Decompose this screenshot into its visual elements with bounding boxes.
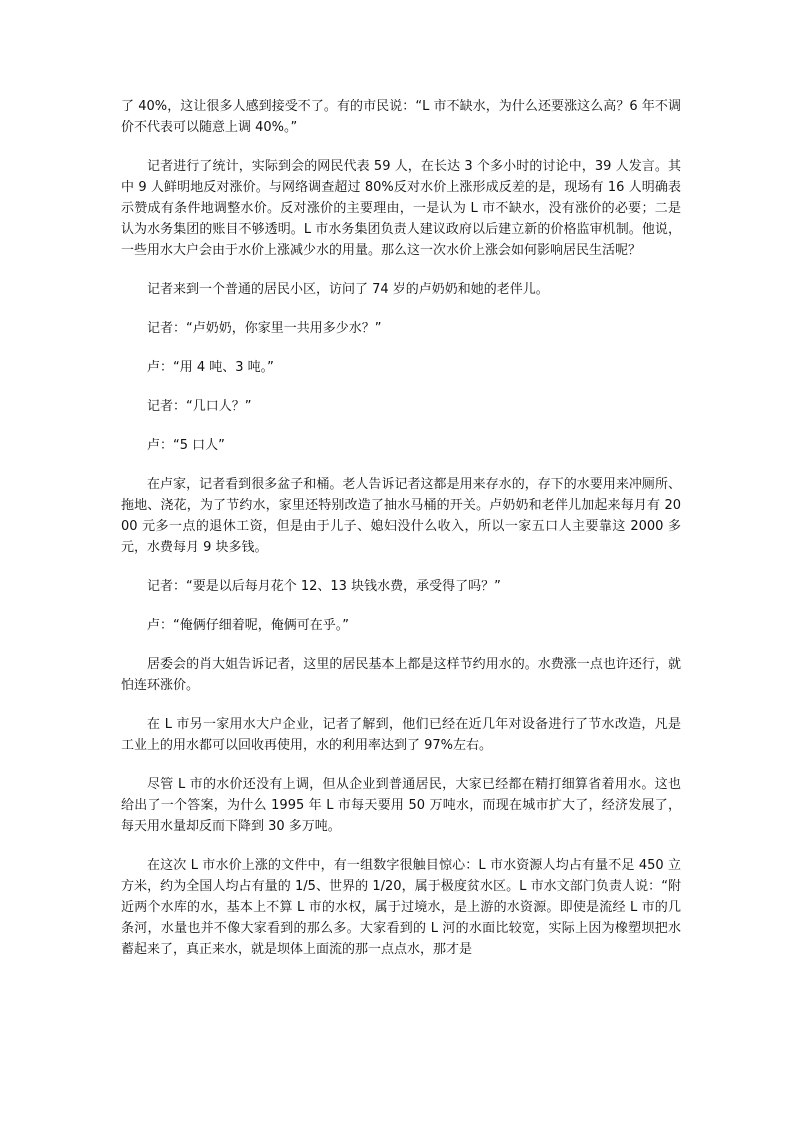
paragraph-9: 记者：“要是以后每月花个 12、13 块钱水费，承受得了吗？” [147,579,501,594]
paragraph-6: 记者：“几口人？” [147,399,252,414]
paragraph-13: 尽管 L 市的水价还没有上调，但从企业到普通居民，大家已经都在精打细算省着用水。这也给出了一个答案，为什么 1995 年 L 市每天要用 50 万吨水，而现在城市扩大了，经济发展了，每天用水量却反而下降到 30 多万吨。 [121,777,681,834]
paragraph-5: 卢：“用 4 吨、3 吨。” [147,360,274,375]
paragraph-14: 在这次 L 市水价上涨的文件中，有一组数字很触目惊心：L 市水资源人均占有量不足 450 立方米，约为全国人均占有量的 1/5、世界的 1/20，属于极度贫水区。L 市水文部门负责人说：“附近两个水库的水，基本上不算 L 市的水权，属于过境水，是上游的水资源。即使是流经 L 市的几条河，水量也并不像大家看到的那么多。大家看到的 L 河的水面比较宽，实际上因为橡塑坝把水蓄起来了，真正来水，就是坝体上面流的那一点点水，那才是 [121,858,681,957]
paragraph-7: 卢：“5 口人” [147,438,225,453]
paragraph-11: 居委会的肖大姐告诉记者，这里的居民基本上都是这样节约用水的。水费涨一点也许还行，就怕连环涨价。 [121,657,681,693]
paragraph-3: 记者来到一个普通的居民小区，访问了 74 岁的卢奶奶和她的老伴儿。 [147,282,549,297]
paragraph-12: 在 L 市另一家用水大户企业，记者了解到，他们已经在近几年对设备进行了节水改造，凡是工业上的用水都可以回收再使用，水的利用率达到了 97%左右。 [121,717,681,753]
paragraph-1: 了 40%，这让很多人感到接受不了。有的市民说：“L 市不缺水，为什么还要涨这么高？6 年不调价不代表可以随意上调 40%。” [121,99,681,135]
paragraph-4: 记者：“卢奶奶，你家里一共用多少水？” [147,321,382,336]
paragraph-8: 在卢家，记者看到很多盆子和桶。老人告诉记者这都是用来存水的，存下的水要用来冲厕所、拖地、浇花，为了节约水，家里还特别改造了抽水马桶的开关。卢奶奶和老伴儿加起来每月有 2000 元多一点的退休工资，但是由于儿子、媳妇没什么收入，所以一家五口人主要靠这 2000 多元，水费每月 9 块多钱。 [121,477,681,555]
document-body [121,96,681,978]
paragraph-2: 记者进行了统计，实际到会的网民代表 59 人，在长达 3 个多小时的讨论中，39 人发言。其中 9 人鲜明地反对涨价。与网络调查超过 80%反对水价上涨形成反差的是，现场有 16 人明确表示赞成有条件地调整水价。反对涨价的主要理由，一是认为 L 市不缺水，没有涨价的必要；二是认为水务集团的账目不够透明。L 市水务集团负责人建议政府以后建立新的价格监审机制。他说，一些用水大户会由于水价上涨减少水的用量。那么这一次水价上涨会如何影响居民生活呢？ [121,159,681,258]
paragraph-10: 卢：“俺俩仔细着呢，俺俩可在乎。” [147,618,349,633]
